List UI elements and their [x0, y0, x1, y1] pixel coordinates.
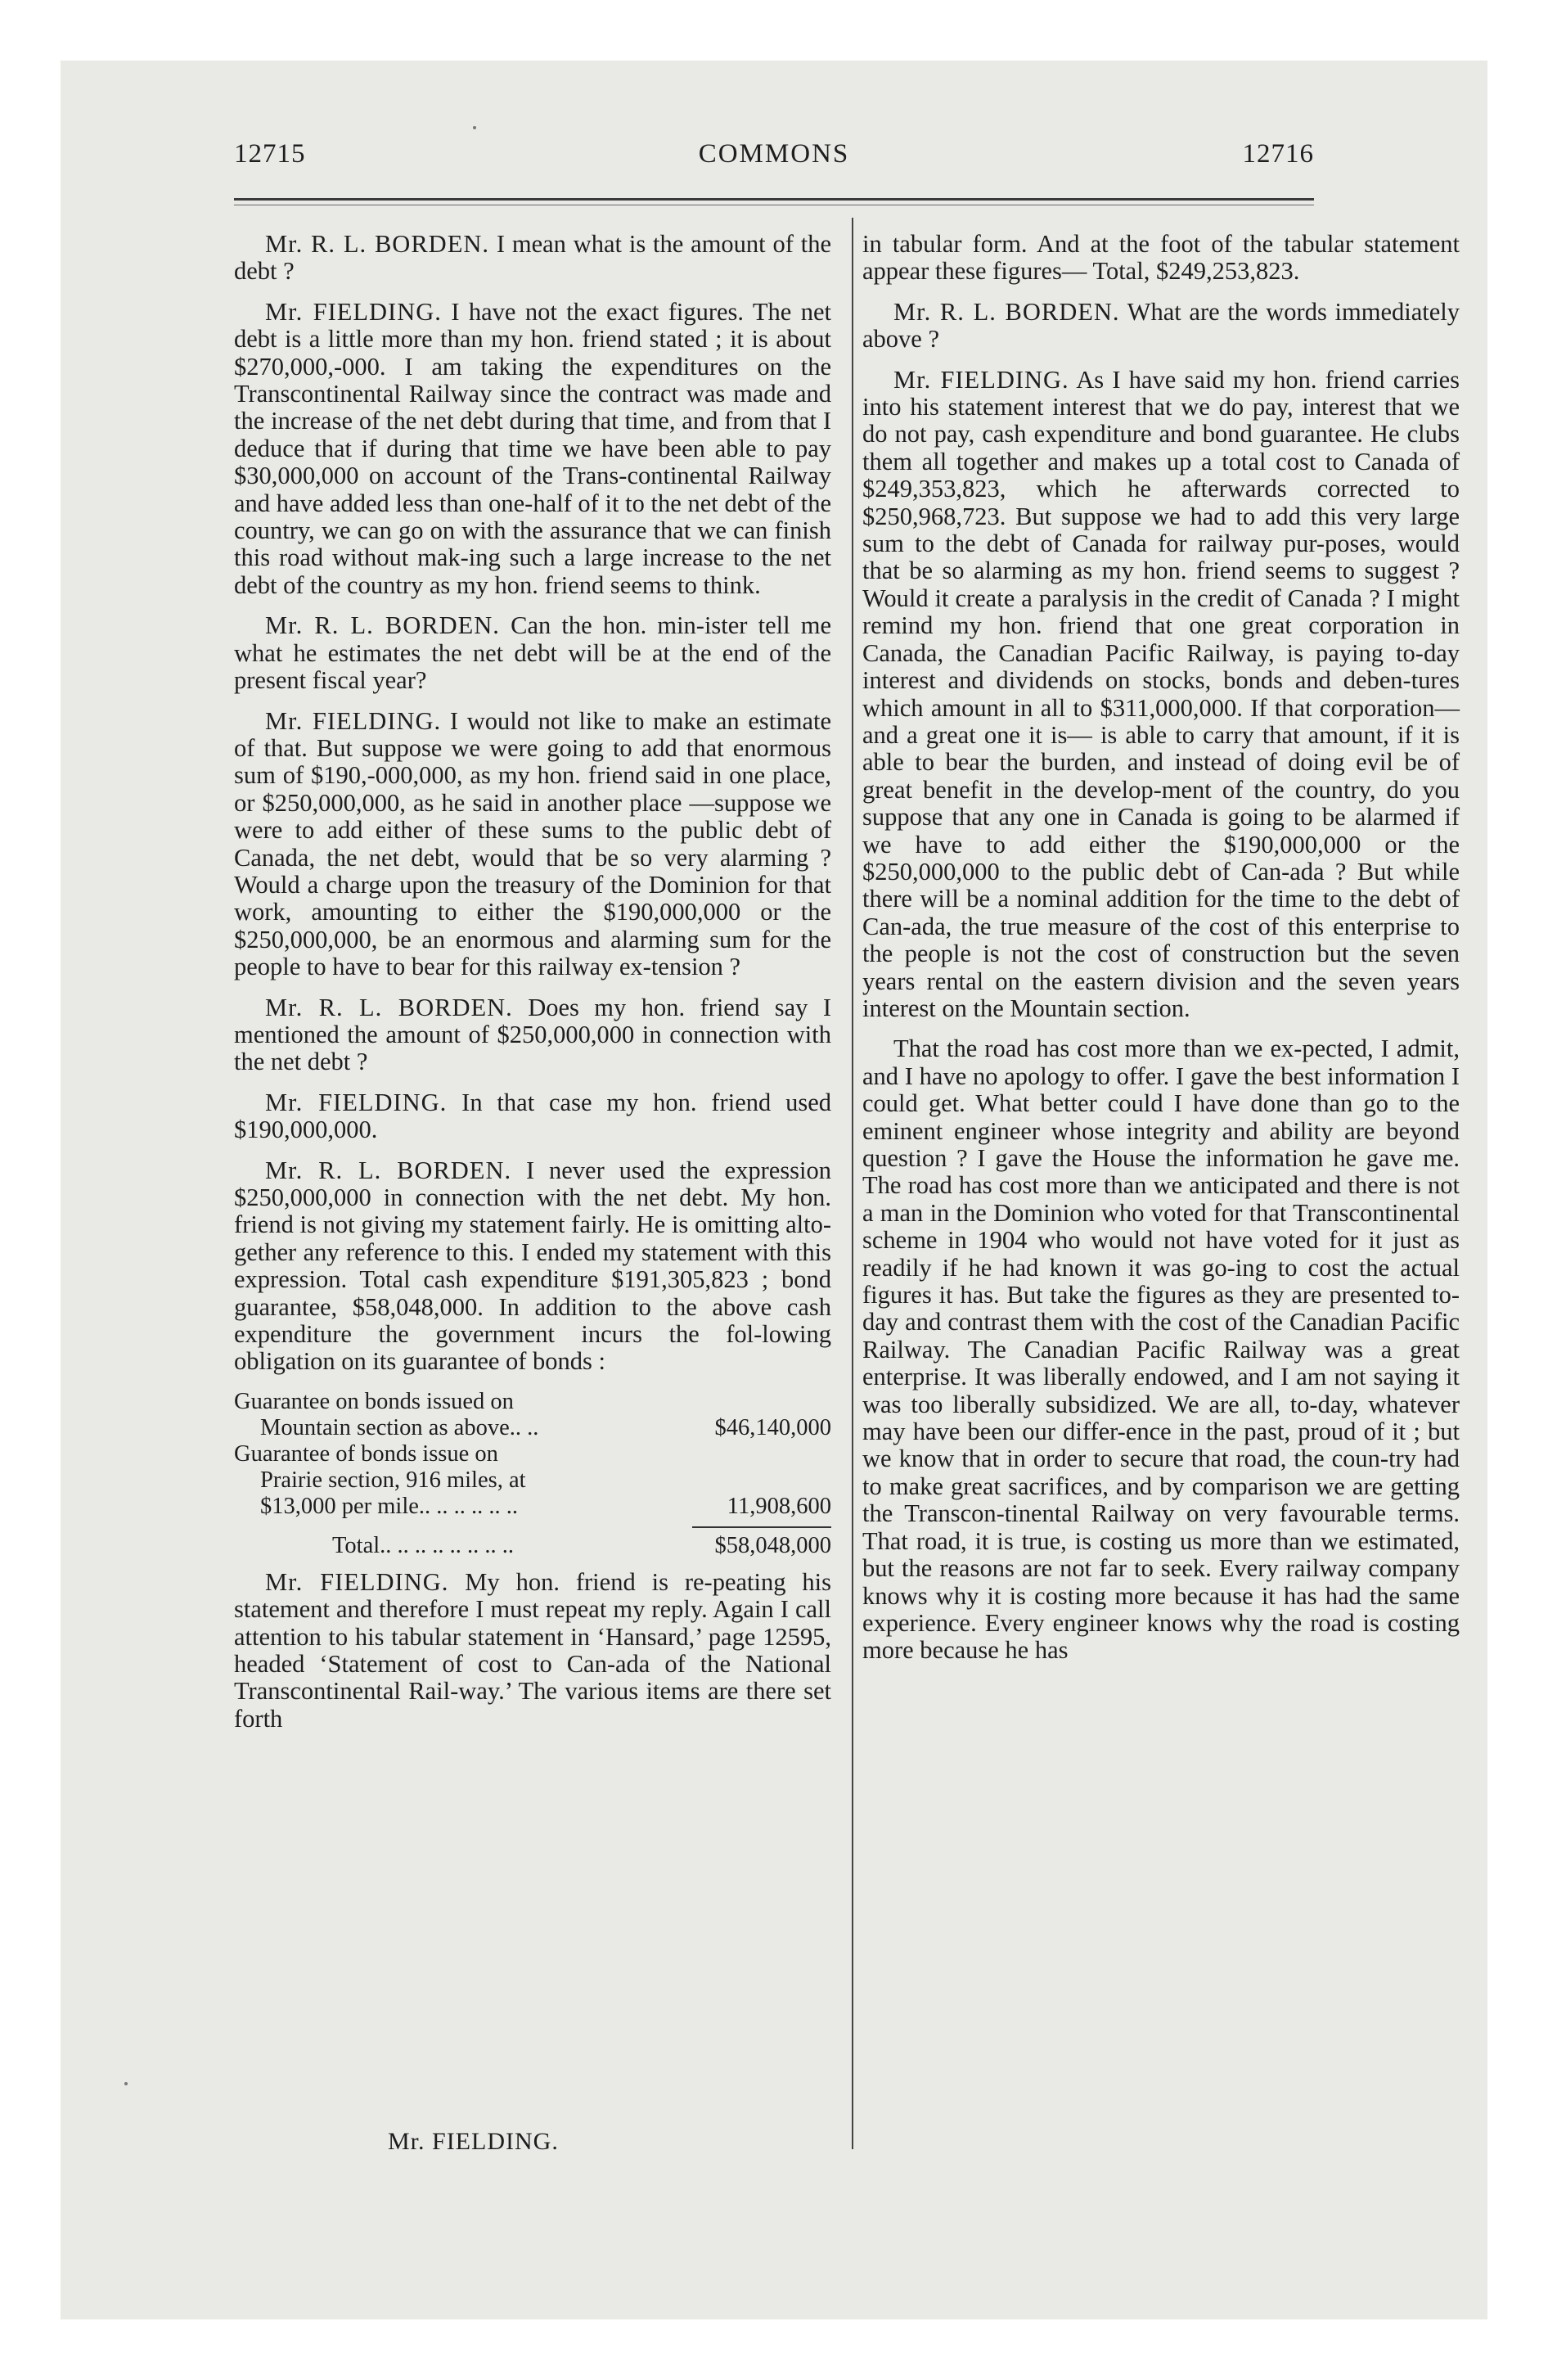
- speech-text: I have not the exact figures. The net debt is a little more than my hon. friend stated ; it is about $270,000,-000. I am taking the expenditures on the Transcontinental Railway since the contract was made and the increase of the net debt during that time, and from that I deduce that if during that time we have been able to pay $30,000,000 on account of the Trans-continental Railway and have added less than one-half of it to the net debt of the country, we can go on with the assurance that we can finish this road without mak-ing such a large increase to the net debt of the country as my hon. friend seems to think.: [234, 297, 832, 599]
- speaker-name: Mr. FIELDING.: [265, 297, 442, 326]
- catchword: Mr. FIELDING.: [388, 2128, 559, 2155]
- left-column: [234, 231, 831, 2146]
- right-column: [862, 231, 1460, 2146]
- speech-paragraph: [234, 612, 831, 694]
- speech-paragraph: [234, 1157, 831, 1376]
- guarantee-ledger: [234, 1389, 831, 1559]
- ledger-description: $13,000 per mile.. .. .. .. .. ..: [260, 1493, 519, 1519]
- column-divider: [852, 218, 853, 2149]
- scan-speck: [124, 2082, 128, 2085]
- speech-text: Does my hon. friend say I mentioned the amount of $250,000,000 in connection with the net debt ?: [234, 993, 832, 1076]
- ledger-total-amount: $58,048,000: [714, 1532, 831, 1558]
- speech-text: What are the words immediately above ?: [862, 297, 1460, 354]
- ledger-amount: 11,908,600: [727, 1493, 831, 1519]
- speech-text: I never used the expression $250,000,000 in connection with the net debt. My hon. friend is not giving my statement fairly. He is omitting alto-gether any reference to this. I ended my statement with this expression. Total cash expenditure $191,305,823 ; bond guarantee, $58,048,000. In addition to the above cash expenditure the government incurs the fol-lowing obligation on its guarantee of bonds :: [234, 1156, 831, 1376]
- speaker-name: Mr. FIELDING.: [265, 706, 442, 735]
- right-page-number: 12716: [1242, 139, 1314, 169]
- page-title: COMMONS: [698, 139, 850, 169]
- speech-text: My hon. friend is re-peating his statement and therefore I must repeat my reply. Again I call attention to his tabular statement in ‘Hansard,’ page 12595, headed ‘Statement of cost to Can-ada of the National Transcontinental Rail-way.’ The various items are there set forth: [234, 1567, 831, 1733]
- ledger-sum-rule: [692, 1526, 831, 1528]
- left-page-number: 12715: [234, 139, 306, 169]
- speech-paragraph: [234, 299, 831, 599]
- ledger-description: Prairie section, 916 miles, at: [260, 1467, 526, 1493]
- speaker-name: Mr. R. L. BORDEN.: [265, 993, 513, 1021]
- ledger-row: [234, 1441, 831, 1520]
- speaker-name: Mr. R. L. BORDEN.: [265, 611, 500, 640]
- speech-paragraph: [234, 1569, 831, 1733]
- speech-paragraph: [862, 299, 1460, 354]
- ledger-description: Guarantee on bonds issued on: [234, 1388, 514, 1414]
- speech-paragraph: [234, 994, 831, 1076]
- speaker-name: Mr. R. L. BORDEN.: [893, 297, 1120, 326]
- ledger-total-label: Total.. .. .. .. .. .. .. ..: [332, 1532, 515, 1558]
- scan-speck: [473, 126, 476, 129]
- speech-text: In that case my hon. friend used $190,000,000.: [234, 1088, 831, 1144]
- scanned-page-background: [61, 61, 1487, 2319]
- speaker-name: Mr. FIELDING.: [893, 365, 1069, 394]
- speech-paragraph: [862, 367, 1460, 1023]
- ledger-description: Mountain section as above.. ..: [260, 1414, 539, 1440]
- speaker-name: Mr. R. L. BORDEN.: [265, 230, 489, 258]
- speech-paragraph: [862, 1035, 1460, 1664]
- speech-continuation: [862, 231, 1460, 286]
- speech-text: I would not like to make an estimate of that. But suppose we were going to add that enormous sum of $190,-000,000, as my hon. friend said in one place, or $250,000,000, as he said in another place —suppose we were to add either of these sums to the public debt of Canada, the net debt, would that be so very alarming ? Would a charge upon the treasury of the Dominion for that work, amounting to either the $190,000,000 or the $250,000,000, be an enormous and alarming sum for the people to have to bear for this railway ex-tension ?: [234, 706, 831, 981]
- ledger-total-row: [234, 1533, 831, 1559]
- header-rule-thick: [234, 198, 1314, 201]
- speech-text: in tabular form. And at the foot of the tabular statement appear these figures— Total, $249,253,823.: [862, 230, 1460, 286]
- speech-text: Can the hon. min-ister tell me what he estimates the net debt will be at the end of the present fiscal year?: [234, 611, 832, 695]
- speech-text: I mean what is the amount of the debt ?: [234, 230, 831, 286]
- hansard-page: [142, 61, 1460, 2319]
- ledger-amount: $46,140,000: [714, 1414, 831, 1440]
- ledger-description: Guarantee of bonds issue on: [234, 1440, 498, 1467]
- speaker-name: Mr. R. L. BORDEN.: [265, 1156, 512, 1184]
- speech-paragraph: [234, 231, 831, 286]
- speech-text: As I have said my hon. friend carries into his statement interest that we do pay, interest that we do not pay, cash expenditure and bond guarantee. He clubs them all together and makes up a total cost to Canada of $249,353,823, which he afterwards corrected to $250,968,723. But suppose we had to add this very large sum to the debt of Canada for railway pur-poses, would that be so alarming as my hon. friend seems to suggest ? Would it create a paralysis in the credit of Canada ? I might remind my hon. friend that one great corporation in Canada, the Canadian Pacific Railway, is paying to-day interest and dividends on stocks, bonds and deben-tures which amount in all to $311,000,000. If that corporation—and a great one it is— is able to carry that amount, if it is able to bear the burden, and instead of doing evil be of great benefit in the develop-ment of the country, do you suppose that any one in Canada is going to be alarmed if we have to add either the $190,000,000 or the $250,000,000 to the public debt of Can-ada ? But while there will be a nominal addition for the time to the debt of Can-ada, the true measure of the cost of this enterprise to the people is not the cost of construction but the seven years rental on the eastern division and the seven years interest on the Mountain section.: [862, 365, 1460, 1022]
- speaker-name: Mr. FIELDING.: [265, 1088, 448, 1116]
- speech-text: That the road has cost more than we ex-pected, I admit, and I have no apology to offer. I gave the best information I could get. What better could I have done than go to the eminent engineer whose integrity and ability are beyond question ? I gave the House the information he gave me. The road has cost more than we anticipated and there is not a man in the Dominion who voted for that Transcontinental scheme in 1904 who would not have voted for it just as readily if he had known it was go-ing to cost the actual figures it has. But take the figures as they are presented to-day and contrast them with the cost of the Canadian Pacific Railway. The Canadian Pacific Railway was a great enterprise. It was liberally endowed, and I am not saying it was too liberally subsidized. We are all, to-day, whatever may have been our differ-ence in the past, proud of it ; but we know that in order to secure that road, the coun-try had to make great sacrifices, and by comparison we are getting the Transcon-tinental Railway on very favourable terms. That road, it is true, is costing us more than we estimated, but the reasons are not far to seek. Every railway company knows why it is costing more because it has had the same experience. Every engineer knows why the road is costing more because he has: [862, 1034, 1460, 1665]
- speaker-name: Mr. FIELDING.: [265, 1567, 449, 1596]
- speech-paragraph: [234, 708, 831, 981]
- speech-paragraph: [234, 1089, 831, 1144]
- running-head: [234, 139, 1314, 180]
- ledger-row: [234, 1389, 831, 1441]
